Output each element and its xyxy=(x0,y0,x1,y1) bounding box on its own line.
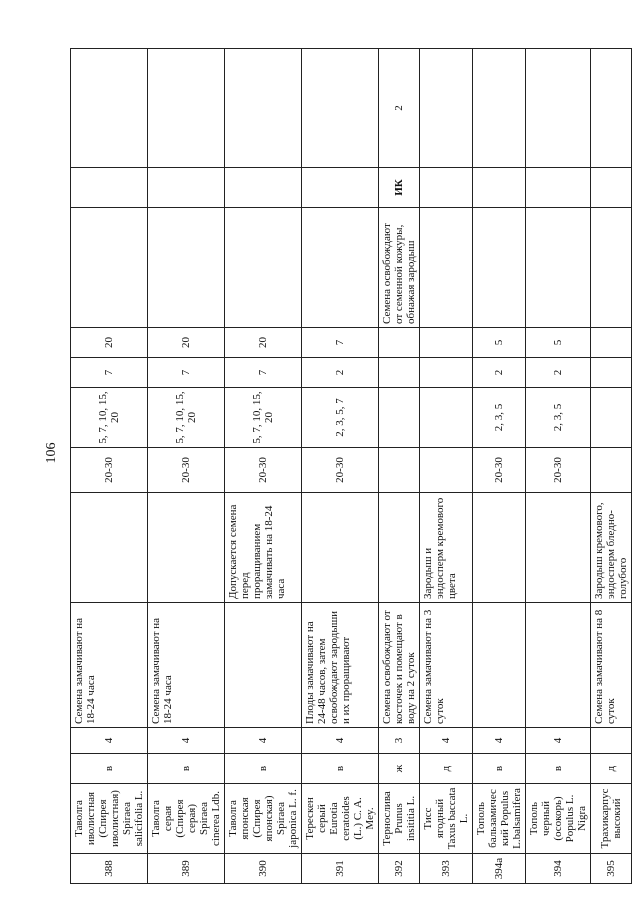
group-cell: в xyxy=(302,754,379,784)
species-name-cell: Тисс ягодный Taxus baccata L. xyxy=(420,784,473,854)
final-count-cell: 5 xyxy=(473,328,526,358)
count-days-cell: 2, 3, 5, 7 xyxy=(302,388,379,448)
table-row xyxy=(148,49,225,884)
first-count-cell xyxy=(591,358,632,388)
preparation-cell xyxy=(225,603,302,728)
method-code-cell xyxy=(420,168,473,208)
species-name-cell: Терескен серый Eurotia ceratoides (L.) C. A. Mey. xyxy=(302,784,379,854)
group-cell: в xyxy=(473,754,526,784)
count-days-cell: 5, 7, 10, 15, 20 xyxy=(71,388,148,448)
species-name-cell: Таволга японская (Спирея японская) Spiraea japonica L. f. xyxy=(225,784,302,854)
extra-method-cell xyxy=(473,208,526,328)
table-row xyxy=(225,49,302,884)
table-row xyxy=(420,49,473,884)
count-days-cell xyxy=(420,388,473,448)
temperature-cell xyxy=(591,448,632,493)
first-count-cell xyxy=(379,358,420,388)
class-cell: 4 xyxy=(302,728,379,754)
class-cell: 4 xyxy=(148,728,225,754)
note-cell xyxy=(526,493,591,603)
table-row xyxy=(473,49,526,884)
first-count-cell: 7 xyxy=(148,358,225,388)
table-row xyxy=(379,49,420,884)
note-cell xyxy=(302,493,379,603)
table-row xyxy=(71,49,148,884)
species-name-cell: Тернослива Prunus insititia L. xyxy=(379,784,420,854)
group-cell: в xyxy=(71,754,148,784)
species-name-cell: Тополь бальзамический Populus L.balsamifera xyxy=(473,784,526,854)
extra-method-cell xyxy=(225,208,302,328)
last-cell xyxy=(302,49,379,168)
count-days-cell: 2, 3, 5 xyxy=(526,388,591,448)
preparation-cell: Семена замачивают на 8 суток xyxy=(591,603,632,728)
row-number-cell: 388 xyxy=(71,854,148,884)
class-cell: 4 xyxy=(526,728,591,754)
note-cell: Зародыш кремового, эндосперм бледно-голубого xyxy=(591,493,632,603)
group-cell: д xyxy=(420,754,473,784)
group-cell: д xyxy=(591,754,632,784)
temperature-cell xyxy=(420,448,473,493)
count-days-cell: 5, 7, 10, 15, 20 xyxy=(148,388,225,448)
final-count-cell: 7 xyxy=(302,328,379,358)
row-number-cell: 395 xyxy=(591,854,632,884)
final-count-cell: 20 xyxy=(148,328,225,358)
preparation-cell: Семена замачивают на 18-24 часа xyxy=(71,603,148,728)
class-cell: 4 xyxy=(420,728,473,754)
final-count-cell xyxy=(420,328,473,358)
final-count-cell: 5 xyxy=(526,328,591,358)
row-number-cell: 392 xyxy=(379,854,420,884)
species-name-cell: Тополь черный (осокорь) Populus L. Nigra xyxy=(526,784,591,854)
first-count-cell: 2 xyxy=(526,358,591,388)
class-cell xyxy=(591,728,632,754)
count-days-cell: 5, 7, 10, 15, 20 xyxy=(225,388,302,448)
temperature-cell xyxy=(379,448,420,493)
first-count-cell: 7 xyxy=(225,358,302,388)
note-cell: Зародыш и эндосперм кремового цвета xyxy=(420,493,473,603)
last-cell xyxy=(71,49,148,168)
note-cell xyxy=(379,493,420,603)
method-code-cell xyxy=(148,168,225,208)
class-cell: 4 xyxy=(225,728,302,754)
extra-method-cell xyxy=(420,208,473,328)
extra-method-cell xyxy=(302,208,379,328)
temperature-cell: 20-30 xyxy=(302,448,379,493)
last-cell xyxy=(473,49,526,168)
row-number-cell: 391 xyxy=(302,854,379,884)
preparation-cell: Семена замачивают на 3 суток xyxy=(420,603,473,728)
row-number-cell: 393 xyxy=(420,854,473,884)
note-cell xyxy=(148,493,225,603)
final-count-cell: 20 xyxy=(71,328,148,358)
final-count-cell: 20 xyxy=(225,328,302,358)
first-count-cell: 7 xyxy=(71,358,148,388)
last-cell xyxy=(591,49,632,168)
temperature-cell: 20-30 xyxy=(225,448,302,493)
preparation-cell: Семена замачивают на 18-24 часа xyxy=(148,603,225,728)
preparation-cell xyxy=(526,603,591,728)
last-cell xyxy=(526,49,591,168)
method-code-cell xyxy=(225,168,302,208)
first-count-cell: 2 xyxy=(473,358,526,388)
page-number: 106 xyxy=(44,442,59,464)
class-cell: 4 xyxy=(473,728,526,754)
row-number-cell: 394a xyxy=(473,854,526,884)
table-row xyxy=(591,49,632,884)
note-cell xyxy=(473,493,526,603)
extra-method-cell xyxy=(591,208,632,328)
group-cell: ж xyxy=(379,754,420,784)
final-count-cell xyxy=(379,328,420,358)
extra-method-cell xyxy=(148,208,225,328)
species-name-cell: Таволга иволистная (Спирея иволистная) Spiraea salicifolia L. xyxy=(71,784,148,854)
preparation-cell: Семена освобождают от косточек и помещают в воду на 2 суток xyxy=(379,603,420,728)
method-code-cell xyxy=(302,168,379,208)
last-cell xyxy=(420,49,473,168)
first-count-cell xyxy=(420,358,473,388)
method-code-cell xyxy=(473,168,526,208)
preparation-cell xyxy=(473,603,526,728)
method-code-cell xyxy=(71,168,148,208)
row-number-cell: 390 xyxy=(225,854,302,884)
preparation-cell: Плоды замачивают на 24-48 часов, затем освобождают зародыши и их проращивают xyxy=(302,603,379,728)
temperature-cell: 20-30 xyxy=(71,448,148,493)
row-number-cell: 389 xyxy=(148,854,225,884)
rotated-table-container xyxy=(70,49,629,884)
last-cell: 2 xyxy=(379,49,420,168)
table-row xyxy=(526,49,591,884)
method-code-cell xyxy=(591,168,632,208)
temperature-cell: 20-30 xyxy=(526,448,591,493)
species-name-cell: Таволга серая (Спирея серая) Spiraea cinerea Ldb. xyxy=(148,784,225,854)
method-code-cell: ИК xyxy=(379,168,420,208)
count-days-cell xyxy=(379,388,420,448)
group-cell: в xyxy=(148,754,225,784)
extra-method-cell: Семена освобождают от семенной кожуры, обнажая зародыш xyxy=(379,208,420,328)
group-cell: в xyxy=(526,754,591,784)
method-code-cell xyxy=(526,168,591,208)
species-name-cell: Трахикарпус высокий xyxy=(591,784,632,854)
table-row xyxy=(302,49,379,884)
first-count-cell: 2 xyxy=(302,358,379,388)
row-number-cell: 394 xyxy=(526,854,591,884)
count-days-cell xyxy=(591,388,632,448)
seed-germination-table xyxy=(70,48,632,884)
last-cell xyxy=(225,49,302,168)
temperature-cell: 20-30 xyxy=(148,448,225,493)
class-cell: 3 xyxy=(379,728,420,754)
note-cell xyxy=(71,493,148,603)
temperature-cell: 20-30 xyxy=(473,448,526,493)
class-cell: 4 xyxy=(71,728,148,754)
extra-method-cell xyxy=(526,208,591,328)
extra-method-cell xyxy=(71,208,148,328)
last-cell xyxy=(148,49,225,168)
count-days-cell: 2, 3, 5 xyxy=(473,388,526,448)
note-cell: Допускается семена перед проращиванием замачивать на 18-24 часа xyxy=(225,493,302,603)
final-count-cell xyxy=(591,328,632,358)
group-cell: в xyxy=(225,754,302,784)
